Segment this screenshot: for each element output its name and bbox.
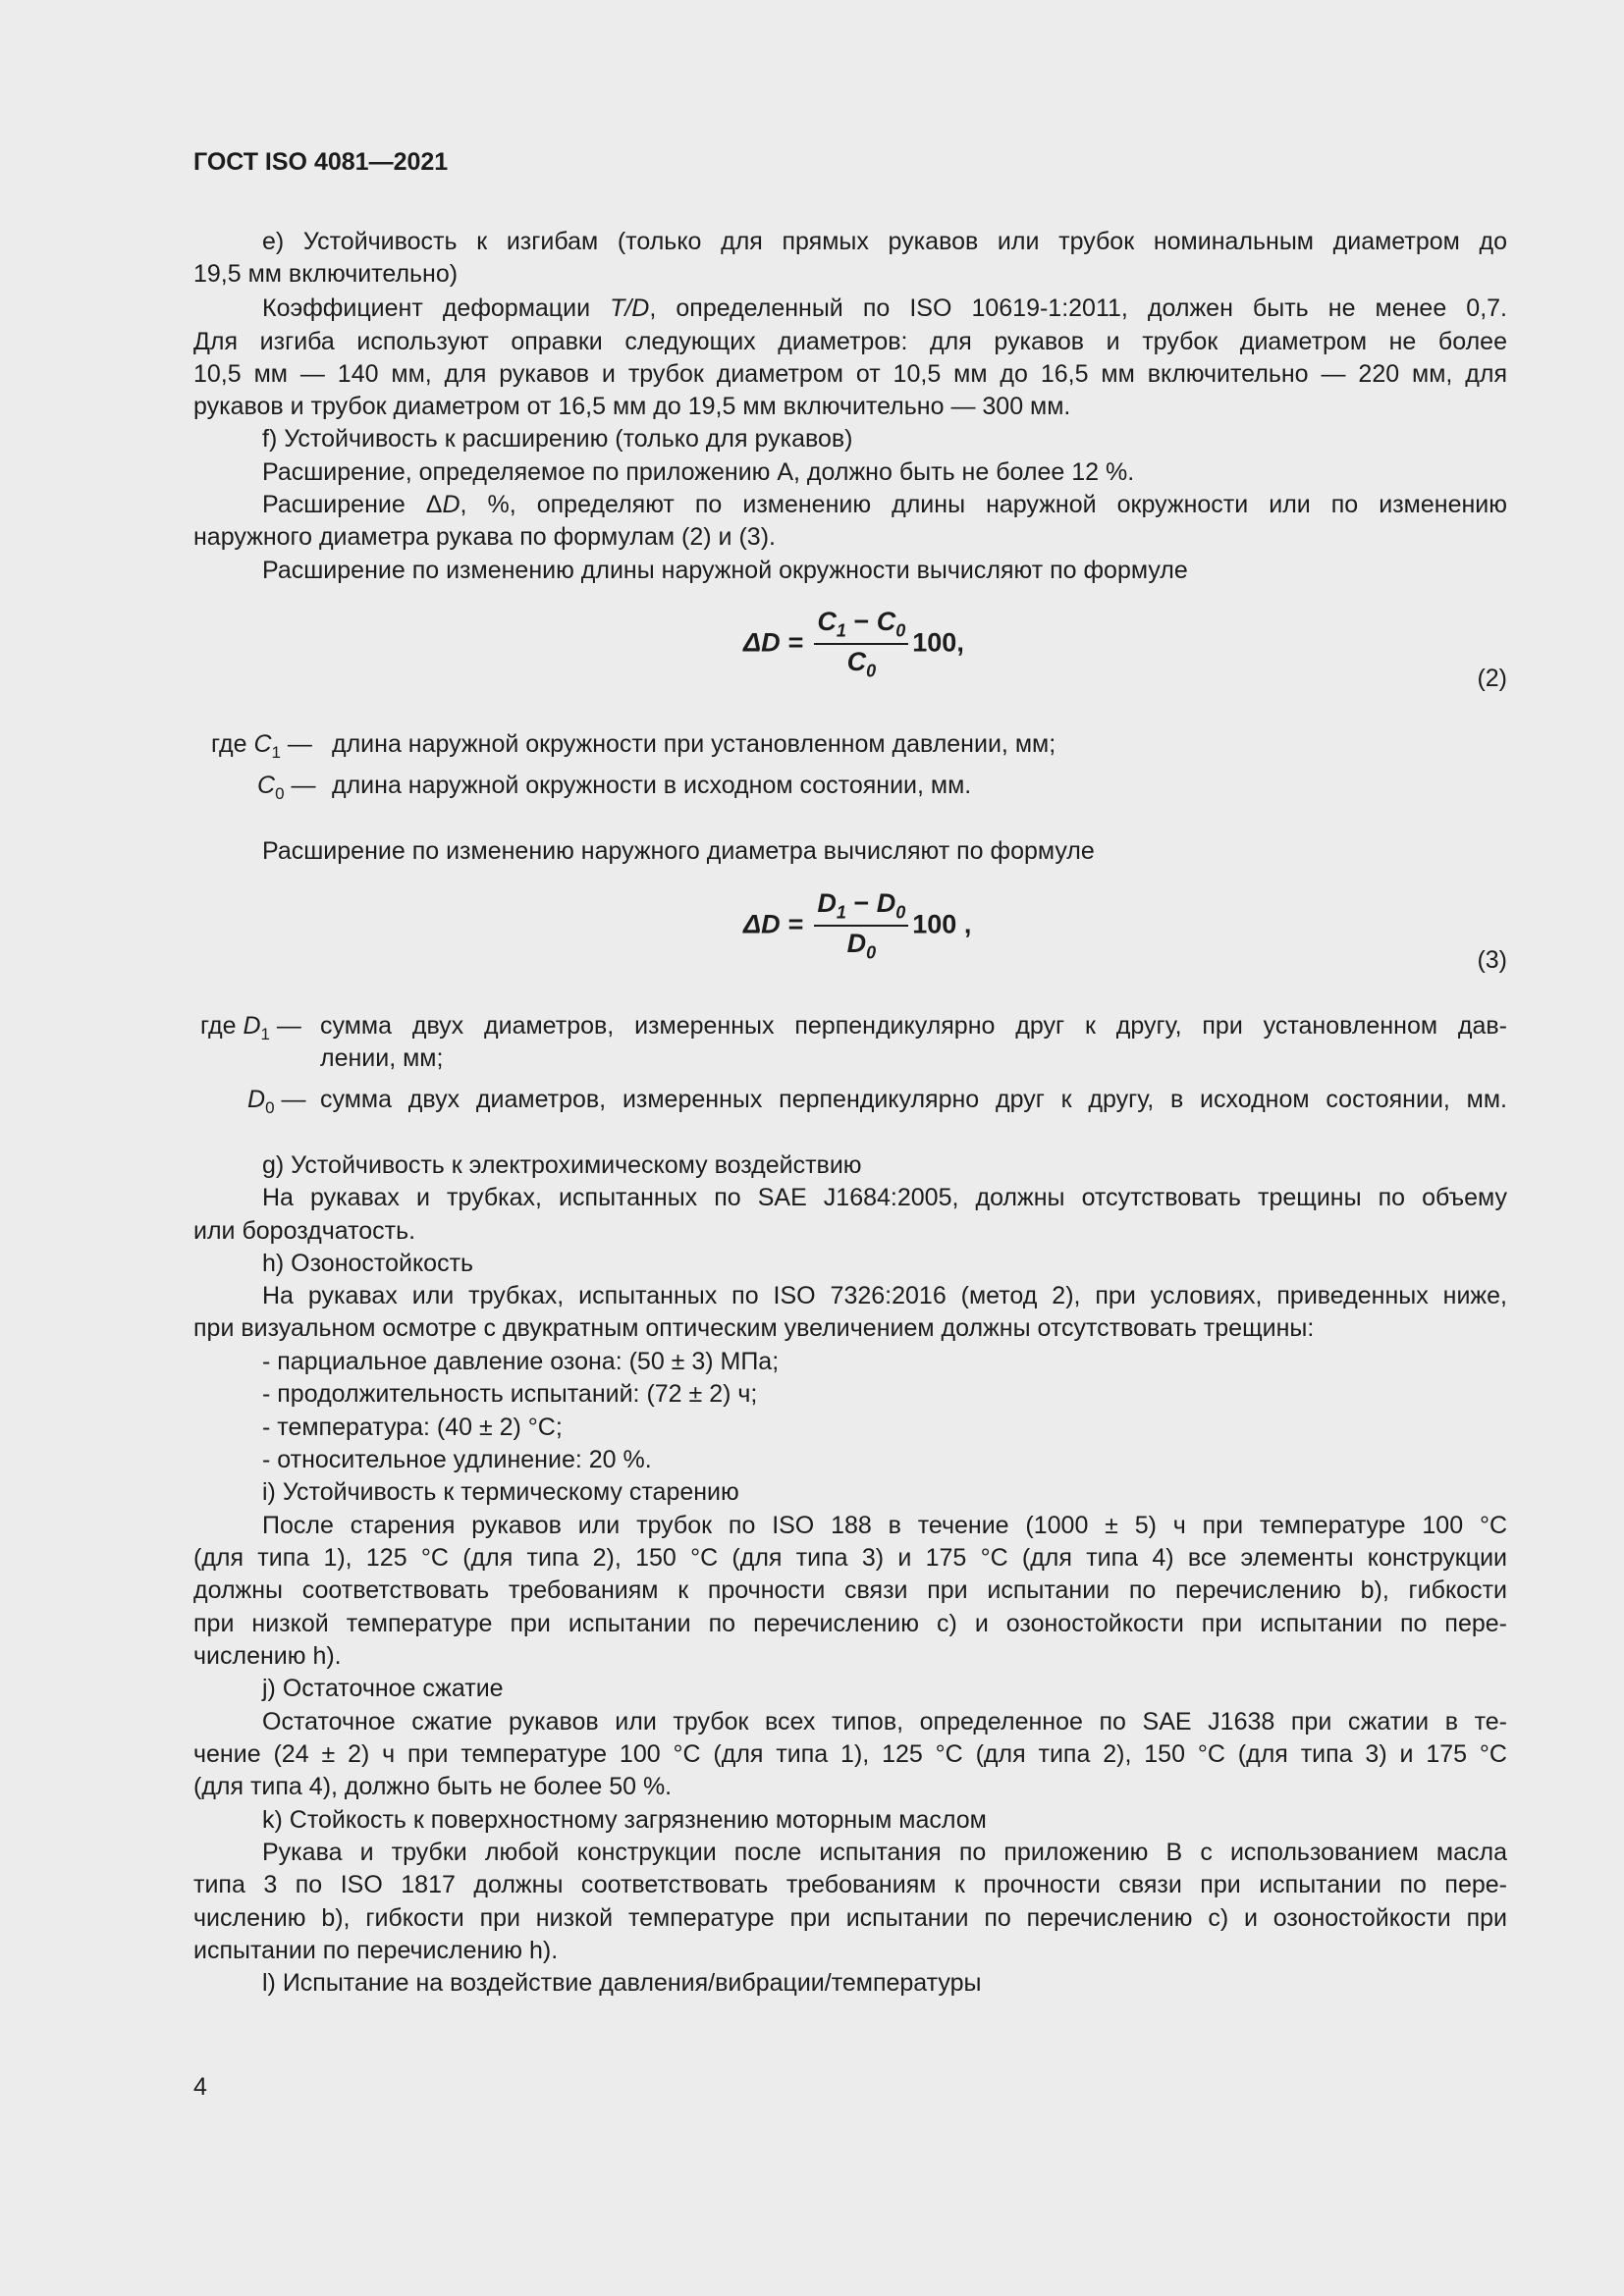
where-clause xyxy=(211,728,312,769)
paragraph-line: e) Устойчивость к изгибам (только для прямых рукавов или трубок номинальным диаметром до xyxy=(262,228,1507,255)
text-fragment: Расширение Δ xyxy=(262,491,443,518)
formula-symbol: D xyxy=(846,929,867,959)
paragraph-line: Для изгиба используют оправки следующих диаметров: для рукавов и трубок диаметром не более xyxy=(193,328,1507,355)
where-dash: — xyxy=(276,1012,301,1040)
formula-subscript: 0 xyxy=(866,942,877,963)
where-definition: длина наружной окружности при установленном давлении, мм; xyxy=(332,730,1056,758)
list-item: - парциальное давление озона: (50 ± 3) МПа; xyxy=(262,1348,780,1375)
formula-fraction xyxy=(814,607,908,682)
paragraph-line: наружного диаметра рукава по формулам (2) и (3). xyxy=(193,523,776,551)
formula-numerator xyxy=(814,607,908,645)
variable-d: D xyxy=(442,491,460,518)
page-number: 4 xyxy=(193,2073,207,2101)
paragraph-line: g) Устойчивость к электрохимическому воздействию xyxy=(262,1151,862,1179)
where-clause xyxy=(257,770,315,810)
paragraph-line: j) Остаточное сжатие xyxy=(262,1675,504,1702)
formula-symbol: C xyxy=(846,647,867,677)
formula-tail: 100 , xyxy=(912,909,972,939)
text-fragment: , %, определяют по изменению длины наружной окружности или по изменению xyxy=(460,491,1507,518)
list-item: - температура: (40 ± 2) °С; xyxy=(262,1414,563,1441)
paragraph-line: f) Устойчивость к расширению (только для рукавов) xyxy=(262,425,853,453)
paragraph-line: Расширение по изменению наружного диаметра вычисляют по формуле xyxy=(262,837,1095,865)
formula-subscript: 1 xyxy=(836,620,846,641)
formula-subscript: 0 xyxy=(895,902,906,923)
equation-number: (3) xyxy=(1477,946,1507,974)
formula-numerator xyxy=(814,888,908,927)
paragraph-line: Расширение по изменению длины наружной окружности вычисляют по формуле xyxy=(262,557,1188,584)
paragraph-line: или бороздчатость. xyxy=(193,1217,416,1245)
where-prefix: где xyxy=(211,730,254,758)
paragraph-line: h) Озоностойкость xyxy=(262,1250,474,1277)
formula-operator: − xyxy=(853,888,870,918)
paragraph-line: Остаточное сжатие рукавов или трубок всех типов, определенное по SAE J1638 при сжатии в те- xyxy=(262,1708,1507,1735)
paragraph-line xyxy=(262,489,1507,521)
formula-fraction xyxy=(814,888,908,964)
paragraph-line: На рукавах и трубках, испытанных по SAE J1684:2005, должны отсутствовать трещины по объему xyxy=(262,1184,1507,1211)
where-subscript: 0 xyxy=(265,1098,275,1117)
text-fragment: , определенный по ISO 10619-1:2011, должен быть не менее 0,7. xyxy=(649,294,1507,322)
where-symbol: D xyxy=(243,1012,261,1040)
formula-tail: 100, xyxy=(912,627,964,658)
paragraph-line: (для типа 1), 125 °С (для типа 2), 150 °С (для типа 3) и 175 °С (для типа 4) все элементы конструкции xyxy=(193,1544,1507,1572)
formula-denominator xyxy=(814,927,908,963)
document-header: ГОСТ ISO 4081—2021 xyxy=(193,148,449,176)
where-dash: — xyxy=(281,1086,306,1113)
formula-symbol: C xyxy=(876,607,896,636)
where-symbol: C xyxy=(257,772,276,799)
formula-operator: − xyxy=(853,607,870,636)
where-definition: лении, мм; xyxy=(320,1044,444,1072)
where-dash: — xyxy=(287,730,312,758)
where-definition: длина наружной окружности в исходном состоянии, мм. xyxy=(332,772,972,799)
where-definition: сумма двух диаметров, измеренных перпендикулярно друг к другу, при установленном дав- xyxy=(320,1012,1507,1040)
formula-2 xyxy=(743,607,964,682)
formula-lhs: ΔD = xyxy=(743,627,803,658)
paragraph-line: должны соответствовать требованиям к прочности связи при испытании по перечислению b), гибкости xyxy=(193,1576,1507,1604)
text-fragment: Коэффициент деформации xyxy=(262,294,611,322)
paragraph-line: l) Испытание на воздействие давления/вибрации/температуры xyxy=(262,1969,982,1997)
equation-number: (2) xyxy=(1477,665,1507,692)
paragraph-line: числению b), гибкости при низкой температуре при испытании по перечислению с) и озоностойкости при xyxy=(193,1904,1507,1932)
formula-3 xyxy=(743,888,971,964)
paragraph-line: типа 3 по ISO 1817 должны соответствовать требованиям к прочности связи при испытании по пере- xyxy=(193,1871,1507,1898)
where-dash: — xyxy=(291,772,316,799)
where-subscript: 0 xyxy=(275,784,285,803)
formula-subscript: 1 xyxy=(836,902,846,923)
paragraph-line: числению h). xyxy=(193,1642,342,1670)
where-subscript: 1 xyxy=(271,743,281,762)
paragraph-line xyxy=(262,293,1507,325)
formula-symbol: D xyxy=(817,888,837,918)
where-prefix: где xyxy=(200,1012,244,1040)
formula-symbol: D xyxy=(876,888,896,918)
where-clause xyxy=(247,1084,305,1124)
where-symbol: C xyxy=(253,730,272,758)
list-item: - продолжительность испытаний: (72 ± 2) ч; xyxy=(262,1380,758,1408)
paragraph-line: После старения рукавов или трубок по ISO 188 в течение (1000 ± 5) ч при температуре 100 °С xyxy=(262,1512,1507,1539)
paragraph-line: (для типа 4), должно быть не более 50 %. xyxy=(193,1773,673,1800)
paragraph-line: рукавов и трубок диаметром от 16,5 мм до 19,5 мм включительно — 300 мм. xyxy=(193,393,1071,420)
paragraph-line: На рукавах или трубках, испытанных по ISO 7326:2016 (метод 2), при условиях, приведенных ниже, xyxy=(262,1282,1507,1309)
paragraph-line: k) Стойкость к поверхностному загрязнению моторным маслом xyxy=(262,1806,987,1834)
variable-td: T/D xyxy=(610,294,650,322)
formula-subscript: 0 xyxy=(866,661,877,681)
where-subscript: 1 xyxy=(260,1025,270,1043)
where-definition: сумма двух диаметров, измеренных перпендикулярно друг к другу, в исходном состоянии, мм. xyxy=(320,1086,1507,1113)
paragraph-line: 10,5 мм — 140 мм, для рукавов и трубок диаметром от 10,5 мм до 16,5 мм включительно — 220 мм, для xyxy=(193,360,1507,388)
paragraph-line: чение (24 ± 2) ч при температуре 100 °С (для типа 1), 125 °С (для типа 2), 150 °С (для типа 3) и 175 °С xyxy=(193,1740,1507,1768)
formula-denominator xyxy=(814,645,908,681)
paragraph-line: Рукава и трубки любой конструкции после испытания по приложению В с использованием масла xyxy=(262,1839,1507,1866)
paragraph-line: при визуальном осмотре с двукратным оптическим увеличением должны отсутствовать трещины: xyxy=(193,1314,1315,1342)
formula-subscript: 0 xyxy=(895,620,906,641)
paragraph-line: испытании по перечислению h). xyxy=(193,1937,559,1964)
formula-symbol: C xyxy=(817,607,837,636)
paragraph-line: 19,5 мм включительно) xyxy=(193,260,459,288)
where-symbol: D xyxy=(247,1086,266,1113)
paragraph-line: Расширение, определяемое по приложению А, должно быть не более 12 %. xyxy=(262,458,1135,486)
paragraph-line: при низкой температуре при испытании по перечислению с) и озоностойкости при испытании по пере- xyxy=(193,1610,1507,1637)
where-clause xyxy=(200,1010,301,1050)
list-item: - относительное удлинение: 20 %. xyxy=(262,1446,652,1473)
formula-lhs: ΔD = xyxy=(743,909,803,939)
paragraph-line: i) Устойчивость к термическому старению xyxy=(262,1478,739,1506)
